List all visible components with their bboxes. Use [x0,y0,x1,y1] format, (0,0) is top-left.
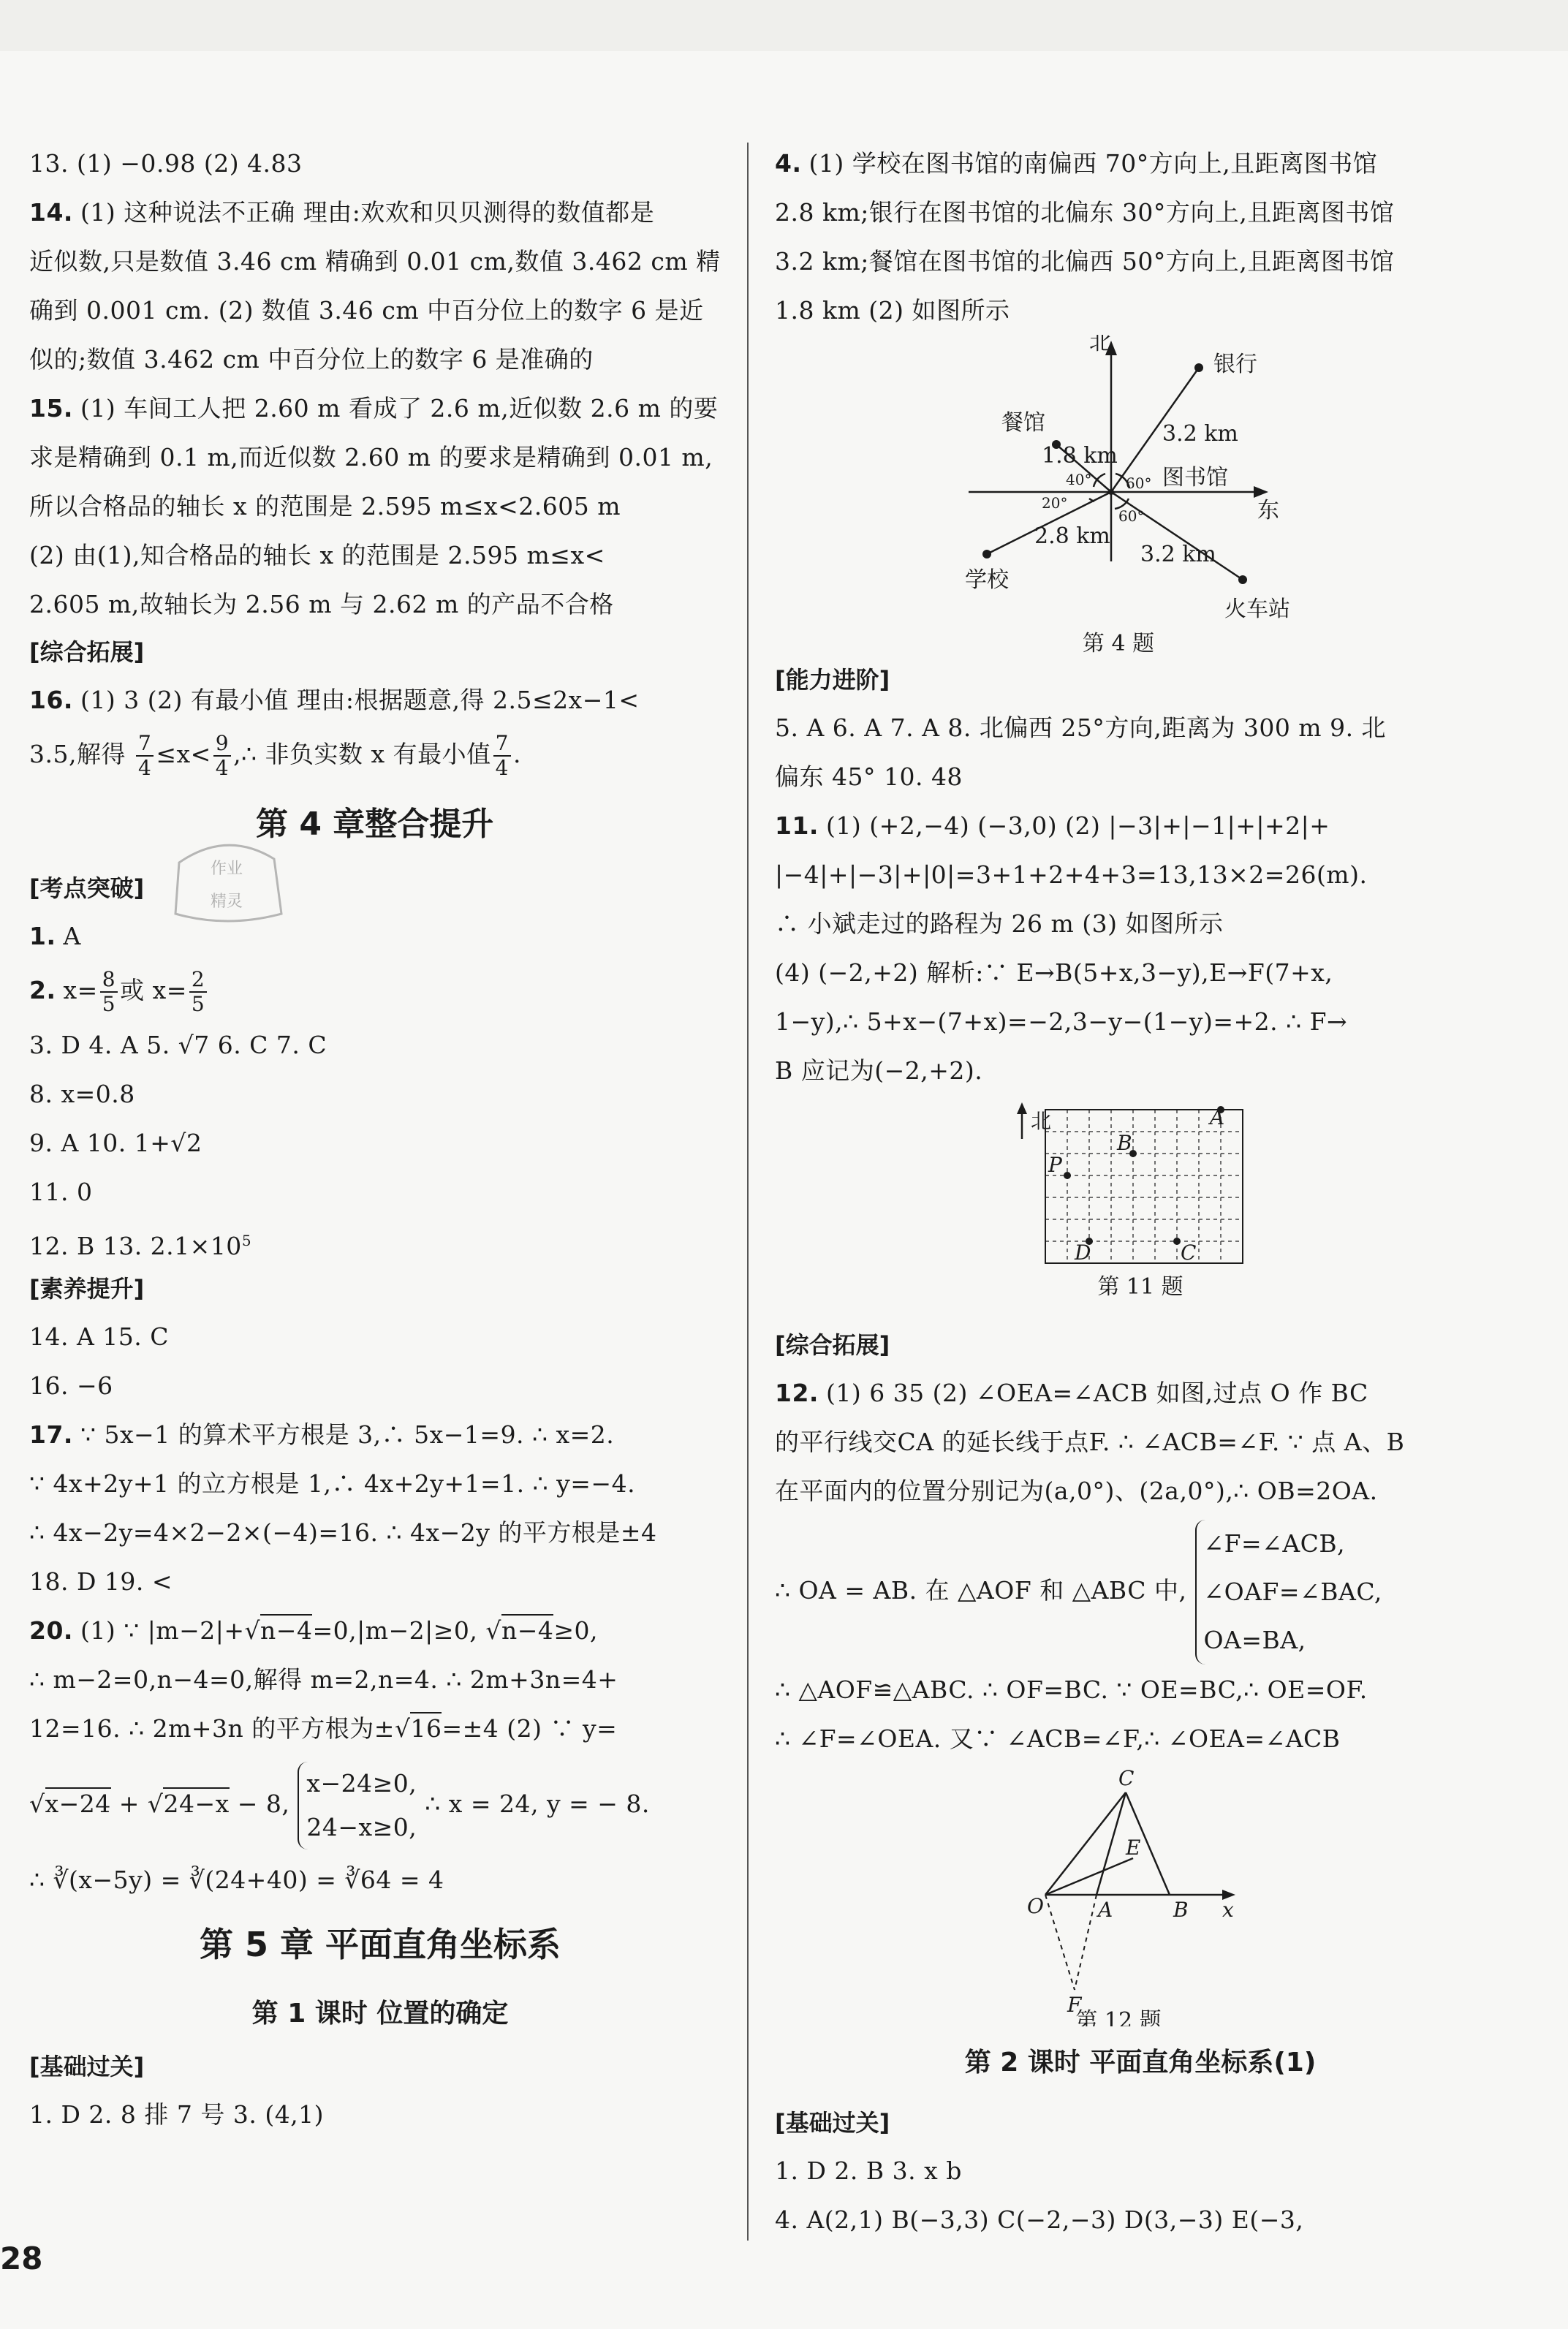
fraction: $\frac{7}{4}$ [136,732,154,780]
answer-line: 的平行线交CA 的延长线于点F. ∴ ∠ACB=∠F. ∵ 点 A、B [775,1428,1405,1456]
answer-line: 所以合格品的轴长 x 的范围是 2.595 m≤x<2.605 m [29,492,621,520]
fig4-restaurant-label: 餐馆 [1001,410,1045,436]
answer-line: |−4|+|−3|+|0|=3+1+2+4+3=13,13×2=26(m). [775,860,1368,889]
answer-line: ∵ 4x+2y+1 的立方根是 1,∴ 4x+2y+1=1. ∴ y=−4. [29,1469,636,1498]
answer-line: 5. A 6. A 7. A 8. 北偏西 25°方向,距离为 300 m 9. 北 [775,713,1387,742]
fig11-point-label: D [1075,1241,1091,1265]
answer-line: 2.605 m,故轴长为 2.56 m 与 2.62 m 的产品不合格 [29,590,614,618]
answer-line: ∴ △AOF≌△ABC. ∴ OF=BC. ∵ OE=BC,∴ OE=OF. [775,1675,1368,1704]
section-tag: [综合拓展] [29,638,145,666]
fig12-point-label: O [1027,1894,1044,1918]
answer-line: 在平面内的位置分别记为(a,0°)、(2a,0°),∴ OB=2OA. [775,1477,1378,1505]
lesson-1-title: 第 1 课时 位置的确定 [251,1999,509,2029]
answer-line: B 应记为(−2,+2). [775,1056,983,1085]
answer-line: 12. B 13. $2.1\times 10^5$ [29,1232,252,1260]
figure-4 [775,335,1506,656]
fig4-school-label: 学校 [965,567,1009,593]
fig4-distance-label: 2.8 km [1034,523,1110,549]
answer-line: 11. 0 [29,1178,93,1206]
answer-line: (2) 由(1),知合格品的轴长 x 的范围是 2.595 m≤x< [29,541,605,569]
right-column [775,139,1506,2244]
column-divider [747,143,749,2241]
answer-line: 12. (1) 6 35 (2) ∠OEA=∠ACB 如图,过点 O 作 BC [775,1379,1368,1407]
answer-line: 20. (1) ∵ |m−2|+√n−4=0,|m−2|≥0, √n−4≥0, [29,1606,731,1655]
chapter-5-title: 第 5 章 平面直角坐标系 [199,1925,561,1964]
answer-line: ∴ m−2=0,n−4=0,解得 m=2,n=4. ∴ 2m+3n=4+ [29,1665,618,1694]
answer-line: √x−24 + √24−x − 8, x−24≥0, 24−x≥0, ∴ x = 24, y = − 8. [29,1753,731,1855]
direction-diagram [775,335,1506,656]
equation-system: x−24≥0, 24−x≥0, [298,1762,417,1849]
answer-line: 14. (1) 这种说法不正确 理由:欢欢和贝贝测得的数值都是 [29,198,655,227]
answer-line: 3. D 4. A 5. √7 6. C 7. C [29,1031,327,1059]
stamp-text-top: 作业 [210,860,243,878]
fig4-north-label: 北 [1089,335,1111,355]
page-number: 28 [0,2241,43,2276]
fig12-point-label: A [1098,1898,1113,1922]
answer-line: 14. A 15. C [29,1322,170,1351]
answer-line: 17. ∵ 5x−1 的算术平方根是 3,∴ 5x−1=9. ∴ x=2. [29,1420,615,1449]
fraction: $\frac{8}{5}$ [100,968,118,1016]
answer-line: 1. D 2. 8 排 7 号 3. (4,1) [29,2100,325,2129]
answer-line: 求是精确到 0.1 m,而近似数 2.60 m 的要求是精确到 0.01 m, [29,443,713,472]
answer-line: 2.8 km;银行在图书馆的北偏东 30°方向上,且距离图书馆 [775,198,1395,227]
answer-line: 16. (1) 3 (2) 有最小值 理由:根据题意,得 2.5≤2x−1< [29,686,640,714]
answer-line: 4. (1) 学校在图书馆的南偏西 70°方向上,且距离图书馆 [775,149,1378,178]
fig12-point-label: E [1126,1836,1141,1860]
answer-line: ∴ 小斌走过的路程为 26 m (3) 如图所示 [775,909,1224,938]
fig4-east-label: 东 [1257,498,1279,523]
section-tag: [考点突破] [29,874,145,902]
fig12-axis-label: x [1222,1898,1234,1922]
fig4-distance-label: 1.8 km [1042,443,1118,469]
answer-line: 似的;数值 3.462 cm 中百分位上的数字 6 是准确的 [29,345,594,374]
answer-line: 1. D 2. B 3. x b [775,2156,962,2185]
lesson-2-title: 第 2 课时 平面直角坐标系(1) [964,2048,1317,2078]
chapter-4-title: 第 4 章整合提升 [256,806,494,843]
answer-line: 9. A 10. 1+√2 [29,1129,202,1157]
answer-line: 近似数,只是数值 3.46 cm 精确到 0.01 cm,数值 3.462 cm 精 [29,247,721,276]
equation-system: ∠F=∠ACB, ∠OAF=∠BAC, OA=BA, [1195,1520,1382,1665]
fig4-distance-label: 3.2 km [1140,542,1216,567]
fig11-point-label: B [1117,1131,1132,1155]
answer-line: 1.8 km (2) 如图所示 [775,296,1010,325]
fig11-north-label: 北 [1031,1109,1052,1133]
figure-12 [775,1763,1506,2026]
answer-line: 2. x= $\frac{8}{5}$ 或 x= $\frac{2}{5}$ [29,961,731,1020]
answer-line: ∴ OA = AB. 在 △AOF 和 △ABC 中, ∠F=∠ACB, ∠OAF=∠BAC, OA=BA, [775,1515,1506,1665]
answer-line: 15. (1) 车间工人把 2.60 m 看成了 2.6 m,近似数 2.6 m 的要 [29,394,719,423]
fig12-point-label: F [1067,1993,1082,2017]
answer-line: 确到 0.001 cm. (2) 数值 3.46 cm 中百分位上的数字 6 是近 [29,296,704,325]
fig4-angle-label: 40° [1066,471,1092,488]
section-tag: [能力进阶] [775,666,890,694]
left-column [29,139,731,2139]
answer-line: 11. (1) (+2,−4) (−3,0) (2) |−3|+|−1|+|+2|+ [775,811,1330,840]
answer-line: 18. D 19. < [29,1567,173,1596]
answer-line: 4. A(2,1) B(−3,3) C(−2,−3) D(3,−3) E(−3, [775,2205,1304,2234]
fig4-library-label: 图书馆 [1162,465,1228,491]
fraction: $\frac{9}{4}$ [213,732,231,780]
answer-line: 12=16. ∴ 2m+3n 的平方根为±√16=±4 (2) ∵ y= [29,1704,731,1753]
answer-line: ∴ 4x−2y=4×2−2×(−4)=16. ∴ 4x−2y 的平方根是±4 [29,1518,657,1547]
answer-line: ∴ ∠F=∠OEA. 又∵ ∠ACB=∠F,∴ ∠OEA=∠ACB [775,1724,1341,1753]
section-tag: [基础过关] [29,2053,145,2080]
answer-line: 偏东 45° 10. 48 [775,762,963,791]
fig11-caption: 第 11 题 [1097,1274,1183,1300]
fig4-angle-label: 20° [1042,494,1068,512]
answer-line: (4) (−2,+2) 解析:∵ E→B(5+x,3−y),E→F(7+x, [775,958,1333,987]
fig12-point-label: B [1173,1898,1189,1922]
section-tag: [基础过关] [775,2109,890,2137]
answer-line: 8. x=0.8 [29,1080,135,1108]
answer-line: 13. (1) −0.98 (2) 4.83 [29,149,303,178]
fig4-bank-label: 银行 [1213,352,1257,377]
grid-diagram [775,1095,1506,1322]
fig12-point-label: C [1118,1766,1135,1790]
fig11-point-label: C [1181,1241,1197,1265]
fraction: $\frac{2}{5}$ [189,968,207,1016]
homework-stamp-logo [164,833,289,928]
section-tag: [素养提升] [29,1275,145,1303]
answer-line: 16. −6 [29,1371,113,1400]
fig4-distance-label: 3.2 km [1162,421,1238,447]
fraction: $\frac{7}{4}$ [493,732,511,780]
figure-11 [775,1095,1506,1322]
fig4-angle-label: 60° [1126,474,1152,492]
page-top-edge [0,0,1568,51]
answer-line: 1−y),∴ 5+x−(7+x)=−2,3−y−(1−y)=+2. ∴ F→ [775,1007,1348,1036]
fig11-point-label: A [1210,1105,1225,1129]
answer-line: 3.5,解得 $\frac{7}{4}$ ≤x< $\frac{9}{4}$ ,∴ 非负实数 x 有最小值 $\frac{7}{4}$ . [29,731,521,780]
triangle-diagram [775,1763,1506,2026]
section-tag: [综合拓展] [775,1331,890,1359]
answer-line: 3.2 km;餐馆在图书馆的北偏西 50°方向上,且距离图书馆 [775,247,1395,276]
fig4-caption: 第 4 题 [1082,631,1155,656]
answer-line: 1. A [29,922,81,950]
fig4-station-label: 火车站 [1224,597,1290,622]
fig4-angle-label: 60° [1118,507,1145,525]
fig12-caption: 第 12 题 [1075,2008,1162,2026]
answer-line: ∴ ∛(x−5y) = ∛(24+40) = ∛64 = 4 [29,1866,444,1894]
fig11-point-label: P [1048,1153,1062,1177]
stamp-text-bottom: 精灵 [210,893,243,911]
